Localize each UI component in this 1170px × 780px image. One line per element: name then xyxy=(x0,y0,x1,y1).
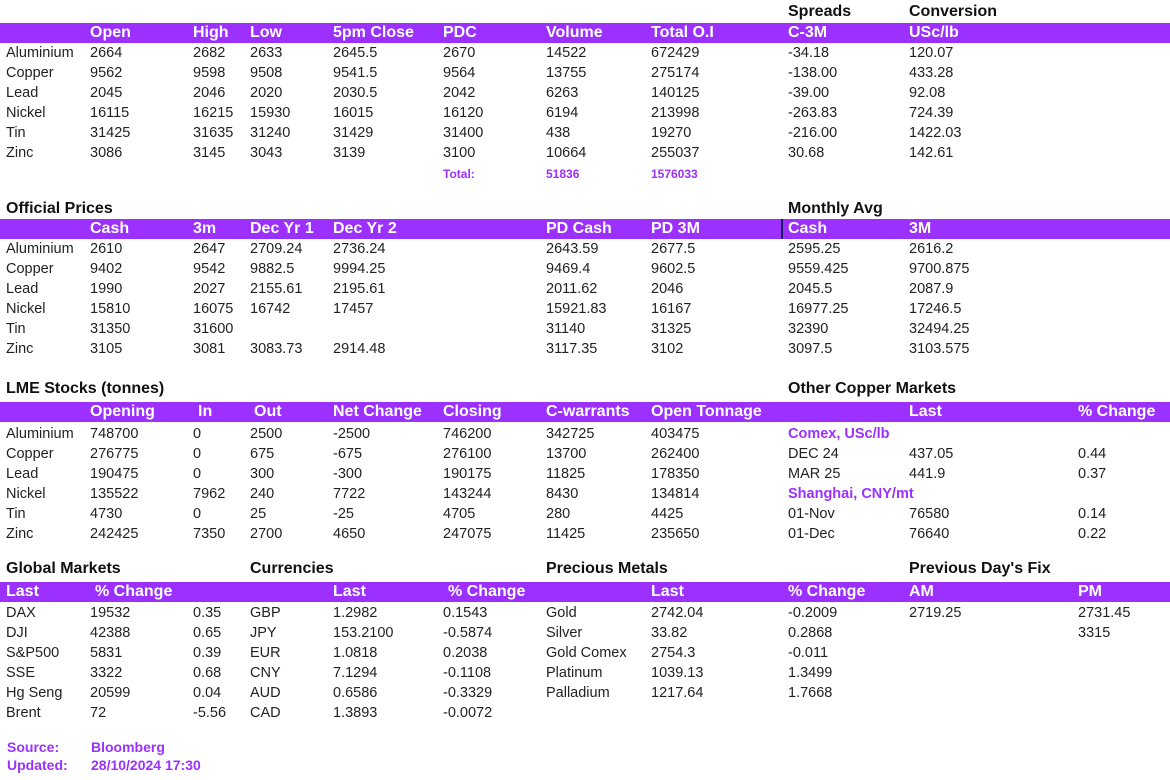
currency-label: CAD xyxy=(250,705,281,721)
table-cell: 275174 xyxy=(651,65,700,81)
table-cell: 19532 xyxy=(90,605,131,621)
table-cell: 2731.45 xyxy=(1078,605,1131,621)
table-cell: -263.83 xyxy=(788,105,838,121)
precious-metals-title: Precious Metals xyxy=(546,560,668,577)
table-cell: 8430 xyxy=(546,486,579,502)
metal-label: Copper xyxy=(6,446,54,462)
contract-label: MAR 25 xyxy=(788,466,841,482)
table-cell: 31325 xyxy=(651,321,692,337)
table-cell: 7350 xyxy=(193,526,226,542)
table-cell: -0.5874 xyxy=(443,625,493,641)
table-cell: 438 xyxy=(546,125,571,141)
table-cell: 3102 xyxy=(651,341,684,357)
metal-label: Lead xyxy=(6,281,39,297)
table-cell: 4425 xyxy=(651,506,684,522)
table-cell: 9602.5 xyxy=(651,261,696,277)
bottom-column-header: Last xyxy=(651,583,684,600)
table-cell: 3315 xyxy=(1078,625,1111,641)
table-cell: 3043 xyxy=(250,145,283,161)
table-cell: 3145 xyxy=(193,145,226,161)
table-cell: 2670 xyxy=(443,45,476,61)
currency-label: CNY xyxy=(250,665,281,681)
table-cell: 2700 xyxy=(250,526,283,542)
table-cell: 0.04 xyxy=(193,685,222,701)
table-cell: 190475 xyxy=(90,466,139,482)
table-cell: -0.1108 xyxy=(443,665,492,681)
table-cell: 3105 xyxy=(90,341,123,357)
stocks-column-header: Last xyxy=(909,403,942,420)
table-cell: 31635 xyxy=(193,125,234,141)
table-cell: 17246.5 xyxy=(909,301,962,317)
table-cell: 15810 xyxy=(90,301,131,317)
table-cell: 5831 xyxy=(90,645,123,661)
table-cell: 17457 xyxy=(333,301,374,317)
total-volume: 51836 xyxy=(546,167,580,181)
table-cell: -675 xyxy=(333,446,363,462)
table-cell: 7722 xyxy=(333,486,366,502)
currencies-title: Currencies xyxy=(250,560,334,577)
table-cell: -0.3329 xyxy=(443,685,493,701)
total-label: Total: xyxy=(443,167,475,181)
table-cell: 3117.35 xyxy=(546,341,598,357)
table-cell: 342725 xyxy=(546,426,595,442)
metal-label: Aluminium xyxy=(6,241,74,257)
table-cell: 240 xyxy=(250,486,275,502)
metal-label: Zinc xyxy=(6,341,34,357)
metal-label: Nickel xyxy=(6,301,46,317)
source-value: Bloomberg xyxy=(91,739,165,755)
table-cell: 15921.83 xyxy=(546,301,607,317)
table-cell: -216.00 xyxy=(788,125,838,141)
table-cell: -25 xyxy=(333,506,354,522)
table-cell: 0.35 xyxy=(193,605,222,621)
metal-label: Platinum xyxy=(546,665,603,681)
table-cell: 3103.575 xyxy=(909,341,970,357)
table-cell: 748700 xyxy=(90,426,139,442)
table-cell: 3086 xyxy=(90,145,123,161)
table-cell: 746200 xyxy=(443,426,492,442)
table-cell: 142.61 xyxy=(909,145,954,161)
index-label: Hg Seng xyxy=(6,685,63,701)
table-cell: 2500 xyxy=(250,426,283,442)
stocks-column-header: Out xyxy=(254,403,282,420)
table-cell: 25 xyxy=(250,506,267,522)
bottom-column-header: % Change xyxy=(788,583,866,600)
table-cell: 153.2100 xyxy=(333,625,394,641)
overview-column-header: PDC xyxy=(443,24,477,41)
table-cell: 1.0818 xyxy=(333,645,378,661)
bottom-column-header: Last xyxy=(6,583,39,600)
market-group-label: Shanghai, CNY/mt xyxy=(788,486,914,502)
table-cell: 403475 xyxy=(651,426,700,442)
table-cell: 2754.3 xyxy=(651,645,696,661)
table-cell: 4705 xyxy=(443,506,476,522)
table-cell: 9564 xyxy=(443,65,476,81)
table-cell: 2664 xyxy=(90,45,123,61)
table-cell: 2742.04 xyxy=(651,605,704,621)
table-cell: 32390 xyxy=(788,321,829,337)
table-cell: 1039.13 xyxy=(651,665,704,681)
table-cell: -0.011 xyxy=(788,645,829,661)
bottom-column-header: PM xyxy=(1078,583,1102,600)
table-cell: 178350 xyxy=(651,466,700,482)
overview-column-header: High xyxy=(193,24,229,41)
table-cell: 7.1294 xyxy=(333,665,378,681)
official-column-header: PD Cash xyxy=(546,220,612,237)
table-cell: 9994.25 xyxy=(333,261,386,277)
table-cell: 242425 xyxy=(90,526,139,542)
table-cell: 1.3499 xyxy=(788,665,833,681)
total-open-interest: 1576033 xyxy=(651,167,698,181)
table-cell: 33.82 xyxy=(651,625,688,641)
metal-label: Lead xyxy=(6,85,39,101)
table-cell: 2645.5 xyxy=(333,45,378,61)
table-cell: 672429 xyxy=(651,45,700,61)
table-cell: 2709.24 xyxy=(250,241,303,257)
table-cell: 1422.03 xyxy=(909,125,962,141)
monthly-avg-title: Monthly Avg xyxy=(788,200,883,217)
table-cell: 2011.62 xyxy=(546,281,598,297)
table-cell: 190175 xyxy=(443,466,492,482)
table-cell: 3100 xyxy=(443,145,476,161)
metal-label: Silver xyxy=(546,625,583,641)
table-cell: 9598 xyxy=(193,65,226,81)
table-cell: 30.68 xyxy=(788,145,825,161)
table-cell: 9508 xyxy=(250,65,283,81)
metal-label: Copper xyxy=(6,65,54,81)
table-cell: 9542 xyxy=(193,261,226,277)
table-cell: 4730 xyxy=(90,506,123,522)
column-separator xyxy=(781,219,783,239)
table-cell: 235650 xyxy=(651,526,700,542)
overview-column-header: 5pm Close xyxy=(333,24,414,41)
currency-label: GBP xyxy=(250,605,281,621)
table-cell: 9402 xyxy=(90,261,123,277)
table-cell: 2914.48 xyxy=(333,341,386,357)
metal-label: Copper xyxy=(6,261,54,277)
table-cell: -5.56 xyxy=(193,705,227,721)
table-cell: 724.39 xyxy=(909,105,954,121)
table-cell: 2616.2 xyxy=(909,241,954,257)
table-cell: -34.18 xyxy=(788,45,830,61)
table-cell: 143244 xyxy=(443,486,492,502)
official-prices-title: Official Prices xyxy=(6,200,113,217)
table-cell: 276775 xyxy=(90,446,139,462)
stocks-column-header: Open Tonnage xyxy=(651,403,762,420)
metal-label: Tin xyxy=(6,321,26,337)
table-cell: 10664 xyxy=(546,145,587,161)
table-cell: 31429 xyxy=(333,125,374,141)
table-cell: 1.3893 xyxy=(333,705,378,721)
currency-label: AUD xyxy=(250,685,281,701)
table-cell: 1217.64 xyxy=(651,685,704,701)
table-cell: -0.2009 xyxy=(788,605,838,621)
updated-value: 28/10/2024 17:30 xyxy=(91,757,201,773)
table-cell: 0.22 xyxy=(1078,526,1107,542)
table-cell: 16015 xyxy=(333,105,374,121)
bottom-header-bar xyxy=(0,582,1170,602)
table-cell: 135522 xyxy=(90,486,139,502)
table-cell: 4650 xyxy=(333,526,366,542)
table-cell: 31600 xyxy=(193,321,234,337)
table-cell: 134814 xyxy=(651,486,700,502)
metal-label: Nickel xyxy=(6,486,46,502)
table-cell: 2155.61 xyxy=(250,281,303,297)
currency-label: EUR xyxy=(250,645,281,661)
table-cell: 9469.4 xyxy=(546,261,591,277)
table-cell: 16075 xyxy=(193,301,234,317)
other-copper-markets-title: Other Copper Markets xyxy=(788,380,957,397)
updated-label: Updated: xyxy=(7,757,68,773)
table-cell: 247075 xyxy=(443,526,492,542)
table-cell: 2020 xyxy=(250,85,283,101)
table-cell: -39.00 xyxy=(788,85,830,101)
table-cell: 262400 xyxy=(651,446,700,462)
table-cell: 11425 xyxy=(546,526,586,542)
global-markets-title: Global Markets xyxy=(6,560,121,577)
table-cell: 675 xyxy=(250,446,275,462)
table-cell: -0.0072 xyxy=(443,705,493,721)
table-cell: 3322 xyxy=(90,665,123,681)
table-cell: 2045.5 xyxy=(788,281,833,297)
table-cell: 2195.61 xyxy=(333,281,386,297)
metal-label: Zinc xyxy=(6,526,34,542)
stocks-column-header: % Change xyxy=(1078,403,1156,420)
stocks-column-header: Net Change xyxy=(333,403,422,420)
table-cell: 1.7668 xyxy=(788,685,833,701)
stocks-column-header: C-warrants xyxy=(546,403,630,420)
contract-label: 01-Dec xyxy=(788,526,835,542)
contract-label: DEC 24 xyxy=(788,446,839,462)
stocks-column-header: In xyxy=(198,403,213,420)
table-cell: 0.2868 xyxy=(788,625,833,641)
stocks-column-header: Closing xyxy=(443,403,502,420)
table-cell: 16120 xyxy=(443,105,484,121)
table-cell: 9559.425 xyxy=(788,261,849,277)
table-cell: 16167 xyxy=(651,301,692,317)
table-cell: 2736.24 xyxy=(333,241,386,257)
table-cell: 1.2982 xyxy=(333,605,378,621)
table-cell: 140125 xyxy=(651,85,700,101)
overview-column-header: Total O.I xyxy=(651,24,714,41)
index-label: DJI xyxy=(6,625,28,641)
metal-label: Gold Comex xyxy=(546,645,627,661)
table-cell: 0 xyxy=(193,466,202,482)
table-cell: 3081 xyxy=(193,341,226,357)
table-cell: 2027 xyxy=(193,281,226,297)
table-cell: 120.07 xyxy=(909,45,954,61)
table-cell: 2046 xyxy=(193,85,226,101)
table-cell: 76640 xyxy=(909,526,950,542)
table-cell: 2682 xyxy=(193,45,226,61)
overview-column-header: Low xyxy=(250,24,282,41)
table-cell: 280 xyxy=(546,506,571,522)
table-cell: 9700.875 xyxy=(909,261,970,277)
table-cell: 16977.25 xyxy=(788,301,849,317)
table-cell: 0.1543 xyxy=(443,605,488,621)
metal-label: Tin xyxy=(6,125,26,141)
table-cell: 0.14 xyxy=(1078,506,1107,522)
table-cell: 0 xyxy=(193,446,202,462)
bottom-column-header: Last xyxy=(333,583,366,600)
table-cell: 72 xyxy=(90,705,107,721)
overview-column-header: C-3M xyxy=(788,24,828,41)
source-label: Source: xyxy=(7,739,60,755)
bottom-column-header: % Change xyxy=(448,583,526,600)
stocks-column-header: Opening xyxy=(90,403,155,420)
table-cell: 16742 xyxy=(250,301,291,317)
table-cell: 7962 xyxy=(193,486,226,502)
table-cell: 2643.59 xyxy=(546,241,599,257)
table-cell: 0.65 xyxy=(193,625,222,641)
table-cell: 2677.5 xyxy=(651,241,696,257)
index-label: S&P500 xyxy=(6,645,60,661)
table-cell: 2042 xyxy=(443,85,476,101)
table-cell: 3139 xyxy=(333,145,366,161)
table-cell: 2610 xyxy=(90,241,123,257)
table-cell: 42388 xyxy=(90,625,131,641)
official-column-header: Cash xyxy=(788,220,828,237)
table-cell: 0 xyxy=(193,426,202,442)
table-cell: 15930 xyxy=(250,105,291,121)
table-cell: 31400 xyxy=(443,125,484,141)
table-cell: 437.05 xyxy=(909,446,954,462)
table-cell: 6194 xyxy=(546,105,579,121)
metal-label: Palladium xyxy=(546,685,610,701)
table-cell: 2030.5 xyxy=(333,85,378,101)
table-cell: 3083.73 xyxy=(250,341,303,357)
lme-stocks-title: LME Stocks (tonnes) xyxy=(6,380,165,397)
table-cell: 13755 xyxy=(546,65,587,81)
market-group-label: Comex, USc/lb xyxy=(788,426,890,442)
overview-column-header: Volume xyxy=(546,24,603,41)
table-cell: 9541.5 xyxy=(333,65,378,81)
table-cell: 6263 xyxy=(546,85,579,101)
table-cell: 0.68 xyxy=(193,665,222,681)
table-cell: 2087.9 xyxy=(909,281,954,297)
previous-day-fix-title: Previous Day's Fix xyxy=(909,560,1051,577)
currency-label: JPY xyxy=(250,625,277,641)
table-cell: 2719.25 xyxy=(909,605,962,621)
table-cell: 255037 xyxy=(651,145,700,161)
metal-label: Gold xyxy=(546,605,577,621)
metal-label: Nickel xyxy=(6,105,46,121)
table-cell: -2500 xyxy=(333,426,371,442)
overview-column-header: USc/lb xyxy=(909,24,959,41)
table-cell: 441.9 xyxy=(909,466,946,482)
table-cell: 9882.5 xyxy=(250,261,295,277)
table-cell: 0.6586 xyxy=(333,685,378,701)
table-cell: 0.44 xyxy=(1078,446,1107,462)
table-cell: 2046 xyxy=(651,281,684,297)
table-cell: 11825 xyxy=(546,466,586,482)
table-cell: 76580 xyxy=(909,506,950,522)
table-cell: 3097.5 xyxy=(788,341,833,357)
official-column-header: Dec Yr 1 xyxy=(250,220,314,237)
table-cell: 31240 xyxy=(250,125,291,141)
table-cell: 31425 xyxy=(90,125,131,141)
official-column-header: Dec Yr 2 xyxy=(333,220,397,237)
bottom-column-header: % Change xyxy=(95,583,173,600)
table-cell: 32494.25 xyxy=(909,321,970,337)
table-cell: 213998 xyxy=(651,105,700,121)
table-cell: 2647 xyxy=(193,241,226,257)
table-cell: 14522 xyxy=(546,45,587,61)
table-cell: 13700 xyxy=(546,446,587,462)
table-cell: 0 xyxy=(193,506,202,522)
table-cell: 300 xyxy=(250,466,275,482)
table-cell: 0.37 xyxy=(1078,466,1107,482)
table-cell: 433.28 xyxy=(909,65,954,81)
index-label: SSE xyxy=(6,665,36,681)
metal-label: Tin xyxy=(6,506,26,522)
metal-label: Aluminium xyxy=(6,45,74,61)
contract-label: 01-Nov xyxy=(788,506,835,522)
official-column-header: 3m xyxy=(193,220,217,237)
table-cell: 19270 xyxy=(651,125,692,141)
metal-label: Zinc xyxy=(6,145,34,161)
index-label: Brent xyxy=(6,705,41,721)
table-cell: 2595.25 xyxy=(788,241,841,257)
metal-label: Lead xyxy=(6,466,39,482)
table-cell: 31140 xyxy=(546,321,586,337)
table-cell: -138.00 xyxy=(788,65,838,81)
official-column-header: PD 3M xyxy=(651,220,700,237)
spreads-group-label: Spreads xyxy=(788,3,852,20)
table-cell: 92.08 xyxy=(909,85,946,101)
table-cell: 2633 xyxy=(250,45,283,61)
table-cell: 16215 xyxy=(193,105,234,121)
table-cell: -300 xyxy=(333,466,363,482)
conversion-group-label: Conversion xyxy=(909,3,998,20)
table-cell: 1990 xyxy=(90,281,123,297)
table-cell: 0.39 xyxy=(193,645,222,661)
table-cell: 276100 xyxy=(443,446,492,462)
table-cell: 20599 xyxy=(90,685,131,701)
bottom-column-header: AM xyxy=(909,583,934,600)
official-column-header: 3M xyxy=(909,220,932,237)
official-column-header: Cash xyxy=(90,220,130,237)
table-cell: 16115 xyxy=(90,105,130,121)
table-cell: 0.2038 xyxy=(443,645,488,661)
table-cell: 2045 xyxy=(90,85,123,101)
table-cell: 9562 xyxy=(90,65,123,81)
metal-label: Aluminium xyxy=(6,426,74,442)
overview-column-header: Open xyxy=(90,24,131,41)
index-label: DAX xyxy=(6,605,36,621)
table-cell: 31350 xyxy=(90,321,131,337)
